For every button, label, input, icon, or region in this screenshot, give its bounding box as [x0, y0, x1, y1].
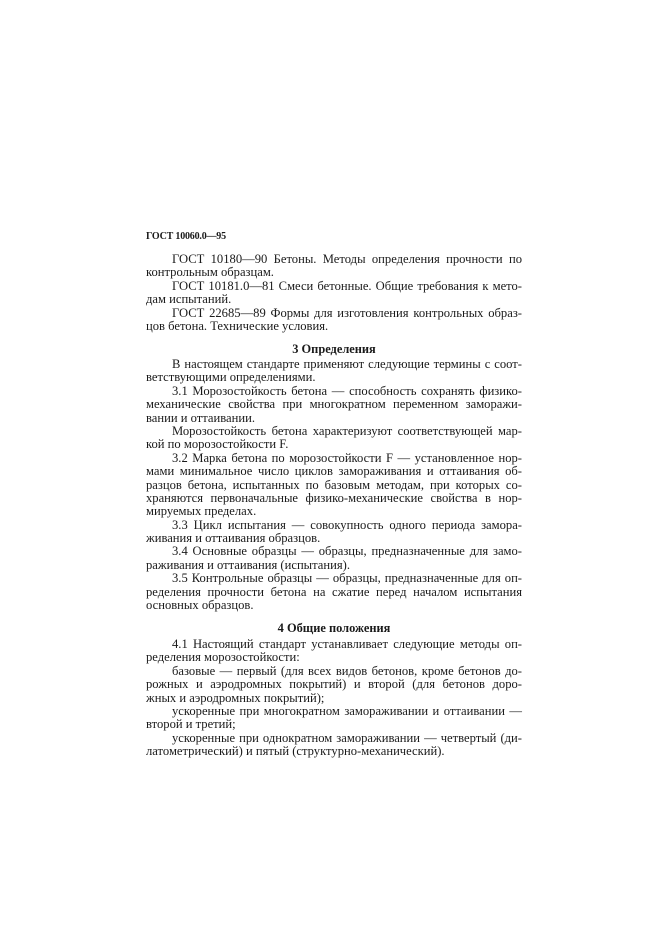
- normative-references: [146, 253, 522, 333]
- text-line: живания и оттаивания образцов.: [146, 531, 321, 546]
- text-line: латометрический) и пятый (структурно-механический).: [146, 744, 445, 759]
- text-line: жных и аэродромных покрытий);: [146, 690, 325, 705]
- paragraph: [146, 452, 522, 519]
- paragraph: [146, 425, 522, 452]
- paragraph: [146, 385, 522, 425]
- paragraph: [146, 732, 522, 759]
- text-line: цов бетона. Технические условия.: [146, 318, 329, 333]
- text-line: 3.1 Морозостойкость бетона — способность сохранять физико-: [172, 383, 522, 398]
- paragraph: [146, 705, 522, 732]
- section-4-title: 4 Общие положения: [277, 621, 391, 635]
- text-line: 3.4 Основные образцы — образцы, предназначенные для замо-: [172, 544, 522, 559]
- text-line: 3.5 Контрольные образцы — образцы, предназначенные для оп-: [172, 571, 522, 586]
- text-line: раживания и оттаивания (испытания).: [146, 557, 351, 572]
- paragraph: [146, 572, 522, 612]
- paragraph: [146, 253, 522, 280]
- text-line: ГОСТ 22685—89 Формы для изготовления контрольных образ-: [172, 305, 522, 320]
- paragraph: [146, 358, 522, 385]
- paragraph: [146, 280, 522, 307]
- page-header: ГОСТ 10060.0—95: [146, 231, 226, 242]
- text-line: В настоящем стандарте применяют следующие термины с соот-: [172, 357, 522, 371]
- text-line: храняются первоначальные физико-механические свойства в нор-: [146, 490, 522, 505]
- paragraph: [146, 638, 522, 665]
- text-line: базовые — первый (для всех видов бетонов, кроме бетонов до-: [172, 663, 522, 678]
- section-3-body: [146, 358, 522, 612]
- paragraph: [146, 307, 522, 334]
- paragraph: [146, 519, 522, 546]
- text-line: дам испытаний.: [146, 292, 232, 307]
- text-line: мами минимальное число циклов замораживания и оттаивания об-: [146, 464, 522, 479]
- text-line: ределения морозостойкости:: [146, 650, 300, 665]
- text-line: кой по морозостойкости F.: [146, 437, 289, 452]
- section-4-body: [146, 638, 522, 759]
- text-line: рожных и аэродромных покрытий) и второй (для бетонов доро-: [146, 677, 522, 692]
- text-line: ГОСТ 10180—90 Бетоны. Методы определения прочности по: [172, 252, 522, 266]
- text-line: вании и оттаивании.: [146, 410, 255, 425]
- text-line: ГОСТ 10181.0—81 Смеси бетонные. Общие требования к мето-: [172, 278, 522, 293]
- text-line: 3.3 Цикл испытания — совокупность одного периода замора-: [172, 517, 522, 532]
- text-line: разцов бетона, испытанных по базовым методам, при которых со-: [146, 477, 522, 492]
- text-line: контрольным образцам.: [146, 265, 274, 280]
- section-3-title: 3 Определения: [292, 342, 376, 356]
- text-line: второй и третий;: [146, 717, 236, 732]
- paragraph: [146, 545, 522, 572]
- text-line: механические свойства при многократном переменном заморажи-: [146, 397, 522, 412]
- text-line: ускоренные при однократном замораживании — четвертый (ди-: [172, 730, 522, 745]
- text-line: ветствующими определениями.: [146, 370, 316, 385]
- paragraph: [146, 665, 522, 705]
- text-line: ускоренные при многократном замораживании и оттаивании —: [172, 703, 522, 718]
- text-line: Морозостойкость бетона характеризуют соответствующей мар-: [172, 423, 522, 438]
- text-line: мируемых пределах.: [146, 504, 257, 519]
- text-line: 4.1 Настоящий стандарт устанавливает следующие методы оп-: [172, 637, 522, 651]
- text-line: основных образцов.: [146, 598, 254, 613]
- text-line: ределения прочности бетона на сжатие перед началом испытания: [146, 584, 522, 599]
- text-line: 3.2 Марка бетона по морозостойкости F — установленное нор-: [172, 450, 522, 465]
